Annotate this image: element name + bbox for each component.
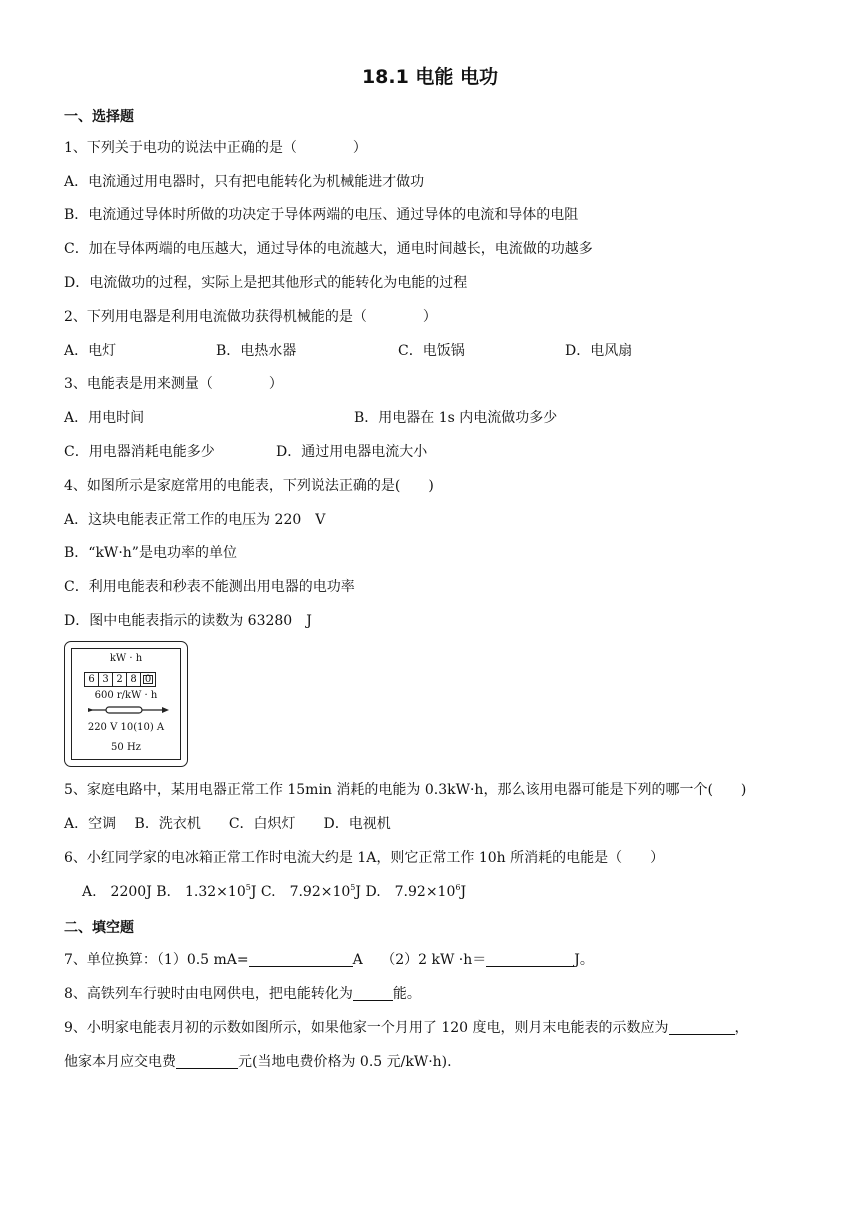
question-4-option-d: D．图中电能表指示的读数为 63280 J [64,613,312,629]
question-3-option-d: D．通过用电器电流大小 [276,444,428,460]
question-1-option-b: B．电流通过导体时所做的功决定于导体两端的电压、通过导体的电流和导体的电阻 [64,207,579,223]
question-9-part-2: ， [734,1020,749,1036]
meter-unit-label: kW · h [109,653,143,664]
question-6-option-b: B. $1.32\times 10^5J$ [156,883,257,900]
question-3-option-b: B．用电器在 1s 内电流做功多少 [354,410,558,426]
question-4-option-a: A．这块电能表正常工作的电压为 220 V [64,512,326,528]
question-1-stem: 1、下列关于电功的说法中正确的是（ ） [64,140,367,156]
question-1-option-c: C．加在导体两端的电压越大，通过导体的电流越大，通电时间越长，电流做的功越多 [64,241,593,257]
meter-digit: 6 [85,673,99,686]
question-3-option-a: A．用电时间 [64,410,145,426]
section-heading-fill-in: 二、填空题 [64,920,134,936]
meter-frequency-label: 50 Hz [111,742,141,753]
question-6-option-c: C. $7.92\times 10^5J$ [260,883,362,900]
question-7-part-3: J。 [574,952,594,968]
question-6-options [82,883,466,901]
meter-rate-label: 600 r/kW · h [94,690,158,701]
question-4-stem: 4、如图所示是家庭常用的电能表，下列说法正确的是( ) [64,478,434,494]
answer-blank[interactable] [353,985,393,1001]
question-6-option-a: A. 2200J [82,884,152,900]
meter-rating-label: 220 V 10(10) A [87,722,165,733]
electric-meter-figure [64,641,188,767]
question-8 [64,985,421,1003]
question-4-option-b: B．“kW·h”是电功率的单位 [64,545,237,561]
question-7-part-2: A （2）2 kW ·h＝ [352,952,487,968]
question-2-option-b: B．电热水器 [216,343,297,359]
answer-blank[interactable] [249,951,353,967]
question-9-part-1: 9、小明家电能表月初的示数如图所示，如果他家一个月用了 120 度电，则月末电能表的示数应为 [64,1020,669,1036]
answer-blank[interactable] [486,951,574,967]
question-6-option-d: D. $7.92\times 10^6J$ [365,883,467,900]
question-3-option-c: C．用电器消耗电能多少 [64,444,215,460]
meter-digit-decimal: 0 [141,673,155,686]
question-9-line-1 [64,1019,749,1037]
meter-digit-window [84,672,156,687]
question-1-option-d: D．电流做功的过程，实际上是把其他形式的能转化为电能的过程 [64,275,468,291]
meter-digit: 3 [99,673,113,686]
section-heading-choice: 一、选择题 [64,109,134,125]
question-5-stem: 5、家庭电路中，某用电器正常工作 15min 消耗的电能为 0.3kW·h，那么该用电器可能是下列的哪一个( ) [64,782,747,798]
question-2-option-d: D．电风扇 [565,343,633,359]
meter-digit: 8 [127,673,141,686]
question-5-options: A．空调 B．洗衣机 C．白炽灯 D．电视机 [64,816,391,832]
question-7 [64,951,594,969]
question-9-line-2 [64,1053,452,1071]
answer-blank[interactable] [669,1019,735,1035]
question-3-stem: 3、电能表是用来测量（ ） [64,376,283,392]
meter-digit: 2 [113,673,127,686]
page-title: 18.1 电能 电功 [361,66,499,88]
question-1-option-a: A．电流通过用电器时，只有把电能转化为机械能进才做功 [64,174,425,190]
question-6-stem: 6、小红同学家的电冰箱正常工作时电流大约是 1A，则它正常工作 10h 所消耗的电能是（ ） [64,850,665,866]
question-8-part-1: 8、高铁列车行驶时由电网供电，把电能转化为 [64,986,353,1002]
question-2-stem: 2、下列用电器是利用电流做功获得机械能的是（ ） [64,309,437,325]
question-9-part-3: 他家本月应交电费 [64,1054,176,1070]
question-9-part-4: 元(当地电费价格为 0.5 元/kW·h). [238,1054,452,1070]
meter-rotor-icon [86,705,170,715]
meter-face [71,648,181,760]
question-4-option-c: C．利用电能表和秒表不能测出用电器的电功率 [64,579,355,595]
answer-blank[interactable] [176,1053,238,1069]
question-8-part-2: 能。 [392,986,421,1002]
question-2-option-a: A．电灯 [64,343,117,359]
question-7-part-1: 7、单位换算：（1）0.5 mA= [64,952,249,968]
question-2-option-c: C．电饭锅 [398,343,465,359]
